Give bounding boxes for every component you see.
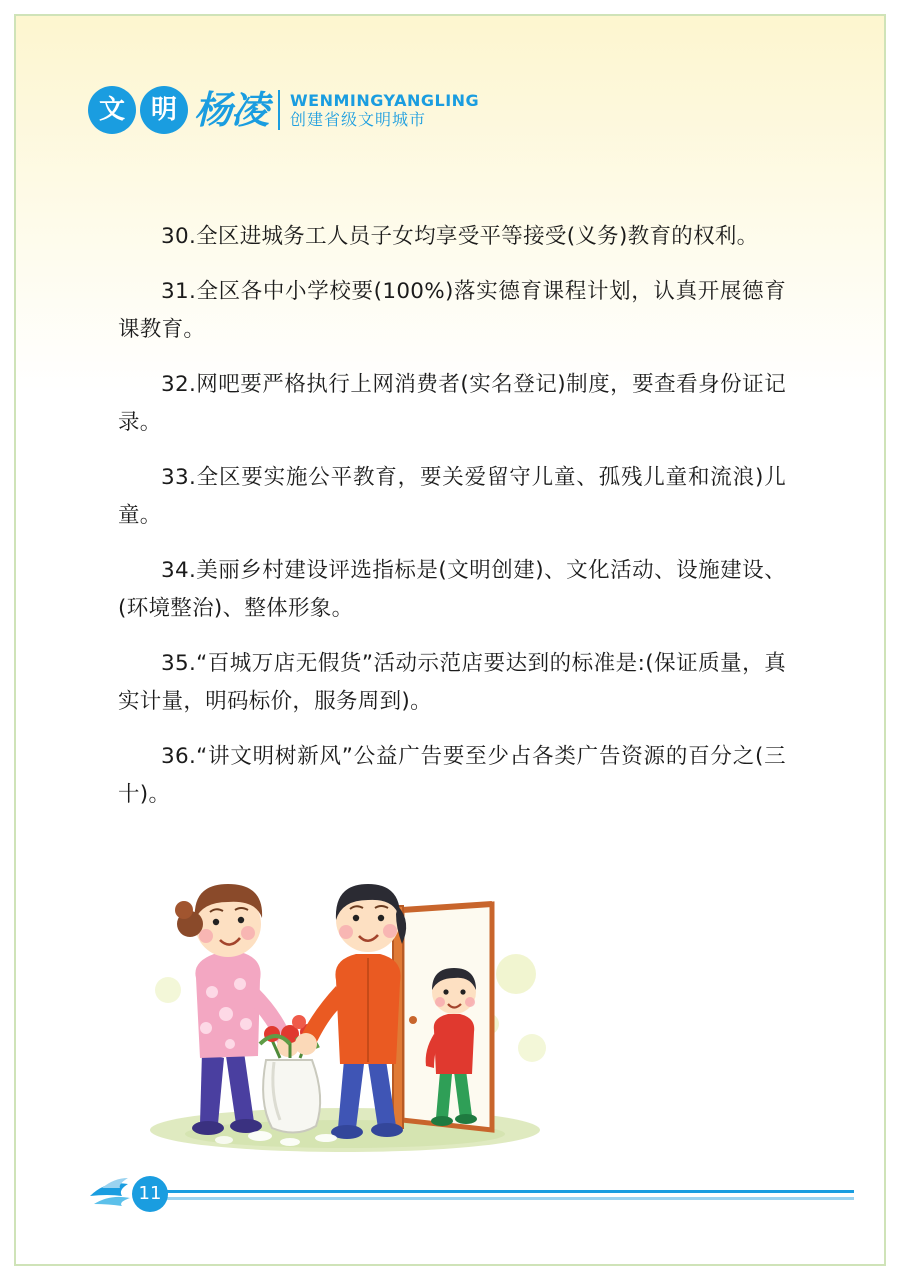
paragraph-34: 34.美丽乡村建设评选指标是(文明创建)、文化活动、设施建设、(环境整治)、整体形象。 (118, 558, 786, 621)
illustration-svg (140, 862, 560, 1162)
paragraph-31: 31.全区各中小学校要(100%)落实德育课程计划，认真开展德育课教育。 (118, 279, 786, 342)
footer (60, 1183, 854, 1204)
paragraph-30: 30.全区进城务工人员子女均享受平等接受(义务)教育的权利。 (161, 224, 759, 249)
page-number: 11 (132, 1176, 168, 1212)
page-number-ornament (88, 1170, 198, 1218)
article-body (118, 218, 786, 831)
logo-subtitle: 创建省级文明城市 (290, 109, 427, 129)
brand-logo (88, 84, 479, 136)
logo-char-wen: 文 (88, 86, 136, 134)
logo-char-ming: 明 (140, 86, 188, 134)
logo-divider (278, 90, 280, 130)
paragraph-33: 33.全区要实施公平教育，要关爱留守儿童、孤残儿童和流浪)儿童。 (118, 465, 786, 528)
logo-script-yangling: 杨凌 (194, 87, 269, 132)
illustration (140, 862, 560, 1162)
logo-english-name: WENMINGYANGLING (290, 90, 480, 110)
paragraph-36: 36.“讲文明树新风”公益广告要至少占各类广告资源的百分之(三十)。 (118, 744, 786, 807)
footer-rule-primary (158, 1190, 854, 1193)
paragraph-35: 35.“百城万店无假货”活动示范店要达到的标准是:(保证质量，真实计量，明码标价，服务周到)。 (118, 651, 786, 714)
paragraph-32: 32.网吧要严格执行上网消费者(实名登记)制度，要查看身份证记录。 (118, 372, 786, 435)
logo-text-group (290, 91, 479, 130)
footer-rule-secondary (158, 1197, 854, 1200)
